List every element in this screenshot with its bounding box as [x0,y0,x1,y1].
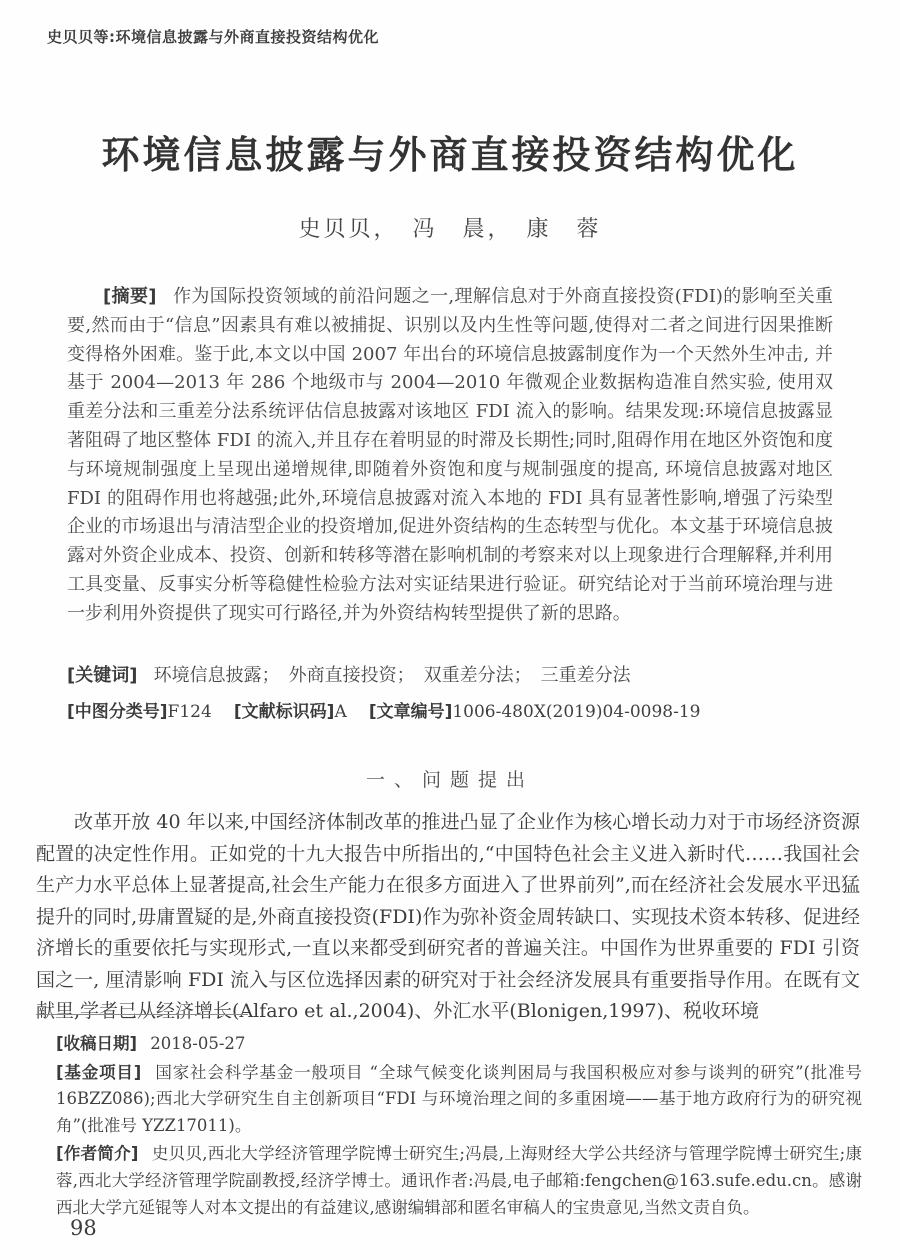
author-bio-text: 史贝贝,西北大学经济管理学院博士研究生;冯晨,上海财经大学公共经济与管理学院博士研究生;康蓉,西北大学经济管理学院副教授,经济学博士。通讯作者:冯晨,电子邮箱:fengchen@163.sufe.edu.cn。感谢西北大学亢延锟等人对本文提出的有益建议,感谢编辑部和匿名审稿人的宝贵意见,当然文责自负。 [56,1144,862,1217]
clc-value: F124 [167,702,212,722]
doc-code-label: [文献标识码] [233,702,335,722]
abstract-paragraph [67,283,833,629]
abstract-label: [摘要] [103,286,157,307]
classification-line [67,697,833,722]
funding-label: [基金项目] [56,1062,142,1082]
author-bio-label: [作者简介] [56,1144,139,1164]
keywords-label: [关键词] [67,665,138,686]
page-number: 98 [70,1216,97,1240]
running-header: 史贝贝等:环境信息披露与外商直接投资结构优化 [47,28,380,46]
footnotes-block [56,1031,862,1223]
article-authors: 史贝贝， 冯 晨， 康 蓉 [298,217,602,242]
keywords-text: 环境信息披露； 外商直接投资； 双重差分法； 三重差分法 [153,665,631,686]
received-date-label: [收稿日期] [56,1034,138,1053]
article-title: 环境信息披露与外商直接投资结构优化 [101,132,799,177]
abstract-text: 作为国际投资领域的前沿问题之一,理解信息对于外商直接投资(FDI)的影响至关重要,然而由于“信息”因素具有难以被捕捉、识别以及内生性等问题,使得对二者之间进行因果推断变得格外困难。鉴于此,本文以中国 2007 年出台的环境信息披露制度作为一个天然外生冲击, 并基于 2004—2013 年 286 个地级市与 2004—2010 年微观企业数据构造准自然实验, 使用双重差分法和三重差分法系统评估信息披露对该地区 FDI 流入的影响。结果发现:环境信息披露显著阻碍了地区整体 FDI 的流入,并且存在着明显的时滞及长期性;同时,阻碍作用在地区外资饱和度与环境规制强度上呈现出递增规律,即随着外资饱和度与规制强度的提高, 环境信息披露对地区 FDI 的阻碍作用也将越强;此外,环境信息披露对流入本地的 FDI 具有显著性影响,增强了污染型企业的市场退出与清洁型企业的投资增加,促进外资结构的生态转型与优化。本文基于环境信息披露对外资企业成本、投资、创新和转移等潜在影响机制的考察来对以上现象进行合理解释,并利用工具变量、反事实分析等稳健性检验方法对实证结果进行验证。研究结论对于当前环境治理与进一步利用外资提供了现实可行路径,并为外资结构转型提供了新的思路。 [67,286,834,624]
clc-label: [中图分类号] [67,702,168,722]
funding-text: 国家社会科学基金一般项目 “全球气候变化谈判困局与我国积极应对参与谈判的研究”(批准号 16BZZ086);西北大学研究生自主创新项目“FDI 与环境治理之间的多重困境——基于地方政府行为的研究视角”(批准号 YZZ17011)。 [56,1062,862,1135]
section-heading: 一、问题提出 [365,769,534,791]
footnote-funding [56,1060,862,1140]
article-id-value: 1006-480X(2019)04-0098-19 [452,702,701,722]
doc-code-value: A [334,702,347,722]
article-id-label: [文章编号] [368,702,453,722]
clc-segment [67,702,212,722]
footnote-received-date [56,1031,862,1058]
body-paragraph: 改革开放 40 年以来,中国经济体制改革的推进凸显了企业作为核心增长动力对于市场经济资源配置的决定性作用。正如党的十九大报告中所指出的,“中国特色社会主义进入新时代……我国社会生产力水平总体上显著提高,社会生产能力在很多方面进入了世界前列”,而在经济社会发展水平迅猛提升的同时,毋庸置疑的是,外商直接投资(FDI)作为弥补资金周转缺口、实现技术资本转移、促进经济增长的重要依托与实现形式,一直以来都受到研究者的普遍关注。中国作为世界重要的 FDI 引资国之一, 厘清影响 FDI 流入与区位选择因素的研究对于社会经济发展具有重要指导作用。在既有文献里,学者已从经济增长(Alfaro et al.,2004)、外汇水平(Blonigen,1997)、税收环境 [36,811,860,1022]
article-id-segment [369,702,701,722]
doc-code-segment [234,702,347,722]
keywords-line [67,661,833,687]
received-date-value: 2018-05-27 [150,1034,246,1053]
footnote-separator-rule [36,1014,248,1015]
footnote-author-bio [56,1141,862,1221]
